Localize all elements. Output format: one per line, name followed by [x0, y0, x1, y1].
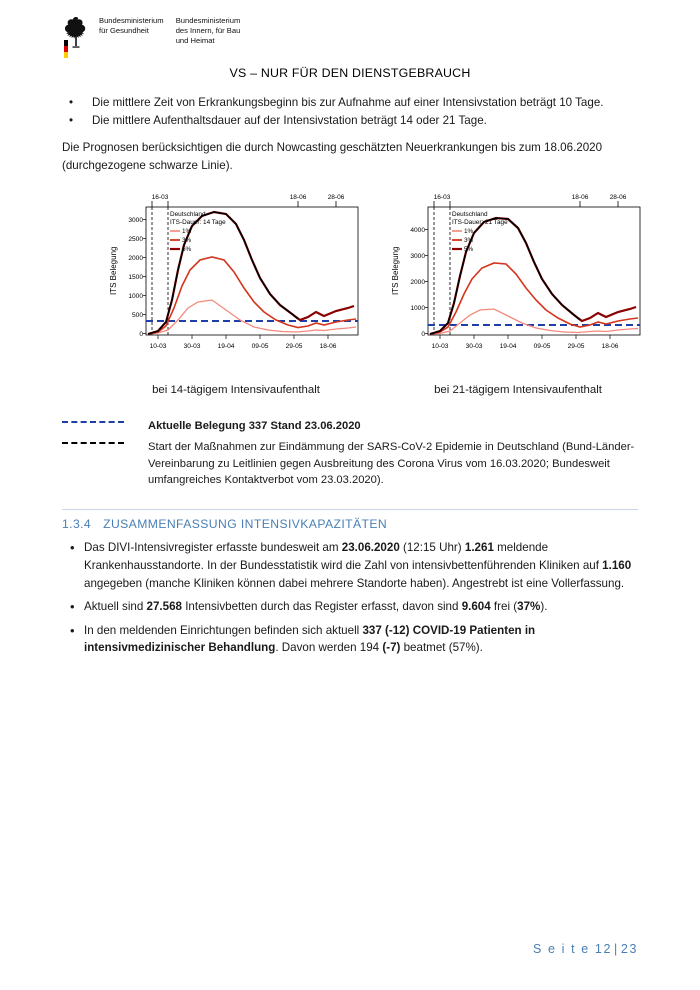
chart-annotation-title: Deutschland	[452, 211, 488, 219]
page-footer	[533, 942, 638, 956]
ministry-health	[99, 16, 164, 36]
svg-text:10-03: 10-03	[149, 343, 167, 351]
list-item-text: Die mittlere Zeit von Erkrankungsbeginn bis zur Aufnahme auf einer Intensivstation beträgt 10 Tage.	[92, 96, 604, 109]
summary-bullet-3: In den meldenden Einrichtungen befinden sich aktuell 337 (-12) COVID-19 Patienten in intensivmedizinischer Behandlung. Davon werden 194 (-7) beatmet (57%).	[84, 623, 536, 655]
ministry-names	[99, 14, 240, 46]
chart-14-days-svg	[102, 190, 370, 375]
footer-page-number: 12	[594, 942, 613, 956]
chart-21-days-svg	[384, 190, 652, 375]
svg-text:30-03: 30-03	[465, 343, 483, 351]
top-mark-label: 18-06	[289, 194, 307, 202]
legend-label-1: 1%	[182, 228, 192, 236]
svg-text:4000: 4000	[410, 227, 425, 235]
svg-text:3000: 3000	[128, 217, 143, 225]
chart-annotation-sub: ITS-Dauer: 14 Tage	[170, 219, 226, 227]
svg-text:30-03: 30-03	[183, 343, 201, 351]
top-mark-label: 28-06	[327, 194, 345, 202]
section-title: ZUSAMMENFASSUNG INTENSIVKAPAZITÄTEN	[103, 517, 388, 532]
bullet-marker-icon: •	[69, 96, 74, 109]
top-mark-label: 16-03	[151, 194, 169, 202]
list-item	[62, 94, 638, 111]
svg-text:500: 500	[131, 312, 143, 320]
top-bullet-list	[62, 94, 638, 129]
svg-text:09-05: 09-05	[251, 343, 269, 351]
svg-text:1500: 1500	[128, 274, 143, 282]
summary-bullet-2: Aktuell sind 27.568 Intensivbetten durch das Register erfasst, davon sind 9.604 frei (37%).	[84, 600, 548, 614]
federal-eagle-icon	[62, 14, 90, 56]
chart-21-days	[384, 190, 652, 396]
footer-separator: |	[614, 942, 619, 956]
svg-text:1000: 1000	[410, 305, 425, 313]
ministry-interior	[176, 16, 241, 46]
svg-text:2500: 2500	[128, 236, 143, 244]
chart-14-days-caption: bei 14-tägigem Intensivaufenthalt	[152, 384, 320, 397]
summary-bullet-list	[62, 539, 638, 657]
svg-text:0: 0	[421, 331, 425, 339]
legend-note-row	[62, 439, 638, 489]
section-heading	[62, 517, 638, 531]
ministry-health-line1: Bundesministerium	[99, 16, 164, 25]
bullet-marker-icon: •	[70, 540, 75, 556]
legend-note-text	[148, 418, 638, 435]
svg-text:18-06: 18-06	[319, 343, 337, 351]
legend-label-3: 5%	[182, 246, 192, 254]
y-axis-label: ITS Belegung	[109, 246, 118, 296]
flag-stripe	[64, 40, 68, 58]
list-item	[62, 539, 638, 592]
svg-text:2000: 2000	[128, 255, 143, 263]
section-divider	[62, 509, 638, 510]
classification-banner: VS – NUR FÜR DEN DIENSTGEBRAUCH	[229, 66, 471, 80]
bullet-marker-icon: •	[70, 599, 75, 615]
intro-paragraph: Die Prognosen berücksichtigen die durch Nowcasting geschätzten Neuerkrankungen bis zum 18.06.2020 (durchgezogene schwarze Linie).	[62, 141, 603, 172]
ministry-header	[62, 0, 638, 56]
legend-label-2: 3%	[182, 237, 192, 245]
legend-note-row	[62, 418, 638, 435]
chart-annotation-title: Deutschland	[170, 211, 206, 219]
ministry-interior-line1: Bundesministerium	[175, 16, 241, 25]
chart-21-days-caption: bei 21-tägigem Intensivaufenthalt	[434, 384, 602, 397]
legend-label-3: 5%	[464, 246, 474, 254]
list-item	[62, 112, 638, 129]
top-mark-label: 28-06	[609, 194, 627, 202]
ministry-health-line2: für Gesundheit	[99, 26, 149, 36]
bullet-marker-icon: •	[69, 114, 74, 128]
ministry-interior-line3: und Heimat	[175, 36, 215, 46]
legend-label-2: 3%	[464, 237, 474, 245]
chart-14-days	[102, 190, 370, 396]
svg-text:3000: 3000	[410, 253, 425, 261]
svg-text:10-03: 10-03	[431, 343, 449, 351]
summary-bullet-1: Das DIVI-Intensivregister erfasste bundesweit am 23.06.2020 (12:15 Uhr) 1.261 meldende Krankenhausstandorte. In der Bundesstatistik wird die Zahl von intensivbettenführenden Kliniken auf 1.160 angegeben (manche Kliniken können dabei mehrere Standorte haben). Angestrebt ist eine Vollerfassung.	[84, 541, 632, 590]
top-mark-label: 16-03	[433, 194, 451, 202]
svg-text:09-05: 09-05	[533, 343, 551, 351]
chart-legend-notes	[62, 418, 638, 489]
top-mark-label: 18-06	[571, 194, 589, 202]
list-item	[62, 598, 638, 616]
dashed-blue-line-icon	[62, 418, 148, 435]
footer-label: S e i t e	[533, 942, 590, 956]
svg-text:29-05: 29-05	[285, 343, 303, 351]
svg-text:19-04: 19-04	[499, 343, 517, 351]
dashed-black-line-icon	[62, 439, 148, 489]
chart-annotation-sub: ITS-Dauer: 21 Tage	[452, 219, 508, 227]
svg-text:2000: 2000	[410, 279, 425, 287]
svg-text:29-05: 29-05	[567, 343, 585, 351]
svg-text:0: 0	[139, 331, 143, 339]
ministry-interior-line2: des Innern, für Bau	[175, 26, 241, 36]
charts-row	[62, 190, 638, 396]
list-item	[62, 622, 638, 657]
legend-label-1: 1%	[464, 228, 474, 236]
svg-text:18-06: 18-06	[601, 343, 619, 351]
footer-total-pages: 23	[620, 942, 638, 956]
bullet-marker-icon: •	[70, 622, 75, 638]
legend-note-text: Start der Maßnahmen zur Eindämmung der SARS-CoV-2 Epidemie in Deutschland (Bund-Länder-Vereinbarung zu Leitlinien gegen Ausbreitung des Corona Virus vom 16.03.2020; Bundesweit umfangreiches Kontaktverbot vom 23.03.2020).	[148, 440, 635, 487]
section-number: 1.3.4	[62, 517, 92, 532]
svg-text:1000: 1000	[128, 293, 143, 301]
svg-text:19-04: 19-04	[217, 343, 235, 351]
legend-note-bold: Aktuelle Belegung 337 Stand 23.06.2020	[148, 420, 361, 433]
y-axis-label: ITS Belegung	[391, 246, 400, 296]
list-item-text: Die mittlere Aufenthaltsdauer auf der Intensivstation beträgt 14 oder 21 Tage.	[92, 114, 487, 128]
